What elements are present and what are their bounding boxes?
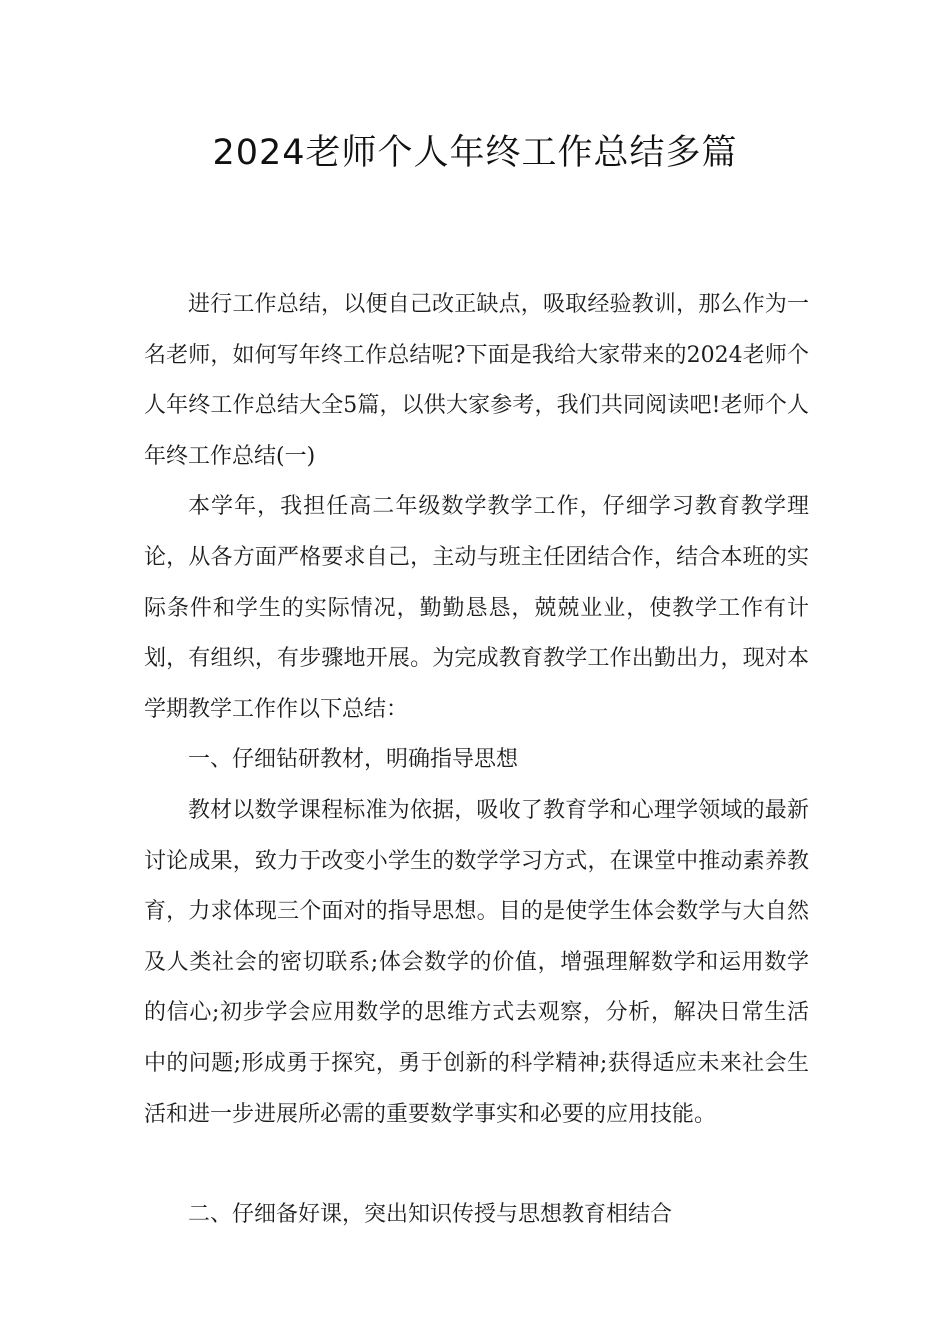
body-paragraph: 教材以数学课程标准为依据，吸收了教育学和心理学领域的最新讨论成果，致力于改变小学生的数学学习方式，在课堂中推动素养教育，力求体现三个面对的指导思想。目的是使学生体会数学与大自然及人类社会的密切联系;体会数学的价值，增强理解数学和运用数学的信心;初步学会应用数学的思维方式去观察，分析，解决日常生活中的问题;形成勇于探究，勇于创新的科学精神;获得适应未来社会生活和进一步进展所必需的重要数学事实和必要的应用技能。 <box>144 797 809 1127</box>
section-heading-2: 二、仔细备好课，突出知识传授与思想教育相结合 <box>188 1202 673 1228</box>
section-heading-1: 一、仔细钻研教材，明确指导思想 <box>188 747 519 773</box>
document-body <box>144 280 809 1241</box>
paragraph-gap <box>144 1140 809 1190</box>
body-paragraph: 本学年，我担任高二年级数学教学工作，仔细学习教育教学理论，从各方面严格要求自己，主动与班主任团结合作，结合本班的实际条件和学生的实际情况，勤勤恳恳，兢兢业业，使教学工作有计划，有组织，有步骤地开展。为完成教育教学工作出勤出力，现对本学期教学工作作以下总结： <box>144 494 809 722</box>
intro-paragraph: 进行工作总结，以便自己改正缺点，吸取经验教训，那么作为一名老师，如何写年终工作总结呢?下面是我给大家带来的2024老师个人年终工作总结大全5篇，以供大家参考，我们共同阅读吧!老师个人年终工作总结(一) <box>144 292 809 469</box>
document-title: 2024老师个人年终工作总结多篇 <box>212 133 738 173</box>
